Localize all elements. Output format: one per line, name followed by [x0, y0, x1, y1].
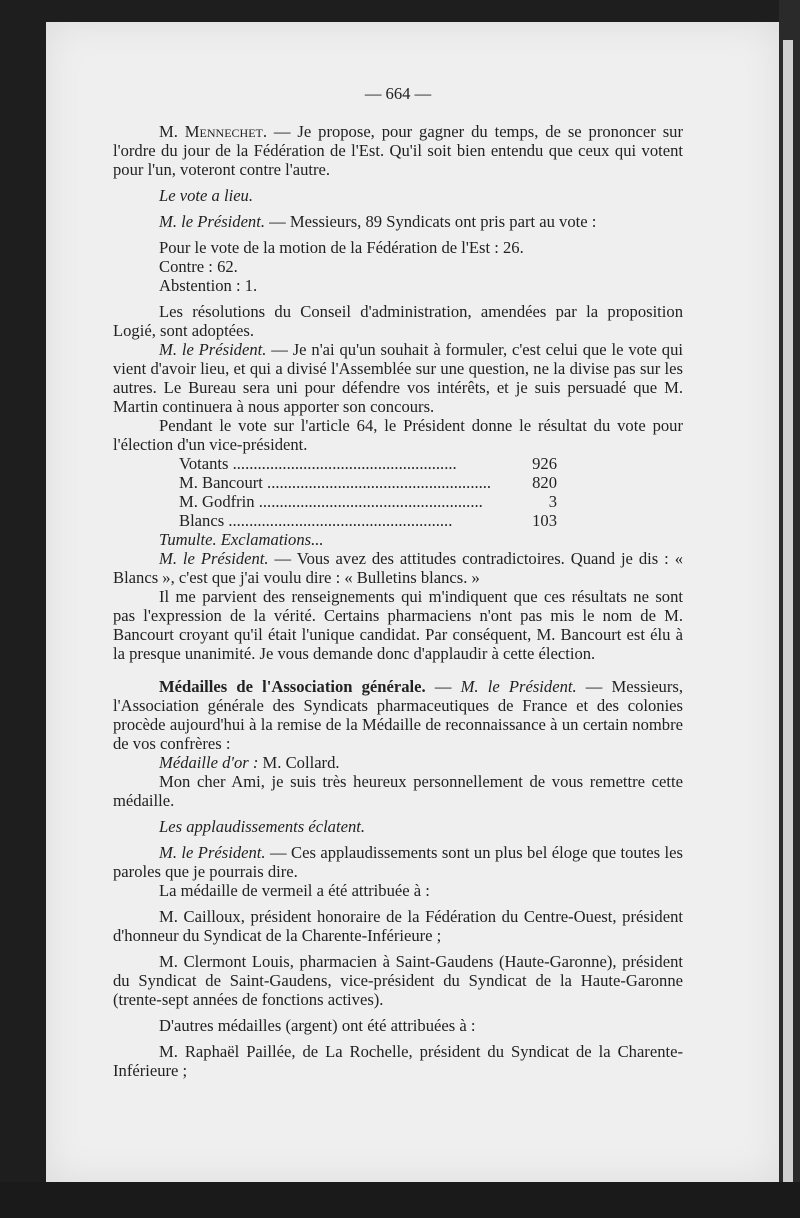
- paragraph-president-blancs: M. le Président. — Vous avez des attitudes contradictoires. Quand je dis : « Blancs », c'est que j'ai voulu dire : « Bulletins blancs. »: [113, 549, 683, 587]
- paragraph-paillee: M. Raphaël Paillée, de La Rochelle, président du Syndicat de la Charente-Inférieure ;: [113, 1042, 683, 1080]
- stage-direction-tumulte: Tumulte. Exclamations...: [159, 530, 324, 549]
- vote-result-pour: Pour le vote de la motion de la Fédération de l'Est : 26.: [159, 238, 524, 257]
- table-row: M. Godfrin ..... 3: [179, 492, 557, 511]
- speaker-name: M. le Président.: [159, 340, 267, 359]
- votes-table: [179, 454, 557, 530]
- speaker-name: M. le Président.: [159, 212, 265, 231]
- paragraph-mennechet: M. Mennechet. — Je propose, pour gagner du temps, de se prononcer sur l'ordre du jour de la Fédération de l'Est. Qu'il soit bien entendu que ceux qui votent pour l'un, voteront contre l'autre.: [113, 122, 683, 179]
- stage-direction-vote: Le vote a lieu.: [159, 186, 254, 205]
- table-row: Blancs ..... 103: [179, 511, 557, 530]
- paragraph-resolutions: Les résolutions du Conseil d'administration, amendées par la proposition Logié, sont adoptées.: [113, 302, 683, 340]
- scan-edge-right: [779, 0, 800, 1218]
- page-number: — 664 —: [364, 84, 432, 103]
- paragraph-vermeil: La médaille de vermeil a été attribuée à :: [159, 881, 430, 900]
- speaker-name: M. Mennechet.: [159, 122, 268, 141]
- paragraph-president-souhait: M. le Président. — Je n'ai qu'un souhait à formuler, c'est celui que le vote qui vient d'avoir lieu, et qui a divisé l'Assemblée sur une question, ne la divise pas sur les autres. Le Bureau sera uni pour défendre vos intérêts, et je suis persuadé que M. Martin continuera à nous apporter son concours.: [113, 340, 683, 416]
- paragraph-medailles: Médailles de l'Association générale. — M. le Président. — Messieurs, l'Association générale des Syndicats pharmaceutiques de France et des colonies procède aujourd'hui à la remise de la Médaille de reconnaissance à un certain nombre de vos confrères :: [113, 677, 683, 753]
- paragraph-cailloux: M. Cailloux, président honoraire de la Fédération du Centre-Ouest, président d'honneur du Syndicat de la Charente-Inférieure ;: [113, 907, 683, 945]
- section-heading: Médailles de l'Association générale.: [159, 677, 426, 696]
- page-text: [113, 84, 683, 1080]
- vote-result-abstention: Abstention : 1.: [159, 276, 258, 295]
- stage-direction-applaudissements: Les applaudissements éclatent.: [159, 817, 366, 836]
- paragraph-election-vice-president: Pendant le vote sur l'article 64, le Président donne le résultat du vote pour l'élection d'un vice-président.: [113, 416, 683, 454]
- speaker-name: M. le Président.: [159, 843, 266, 862]
- speaker-name: M. le Président.: [159, 549, 269, 568]
- speaker-name: M. le Président.: [460, 677, 577, 696]
- paragraph-medaille-or: Médaille d'or : M. Collard.: [159, 753, 340, 772]
- paragraph-argent: D'autres médailles (argent) ont été attribuées à :: [159, 1016, 476, 1035]
- paragraph-president-vote: M. le Président. — Messieurs, 89 Syndicats ont pris part au vote :: [159, 212, 597, 231]
- vote-result-contre: Contre : 62.: [159, 257, 238, 276]
- paragraph-president-eloge: M. le Président. — Ces applaudissements sont un plus bel éloge que toutes les paroles que je pourrais dire.: [113, 843, 683, 881]
- scan-edge-bottom: [0, 1182, 800, 1218]
- table-row: Votants ..... 926: [179, 454, 557, 473]
- paragraph-mon-cher-ami: Mon cher Ami, je suis très heureux personnellement de vous remettre cette médaille.: [113, 772, 683, 810]
- paragraph-bancourt-elu: Il me parvient des renseignements qui m'indiquent que ces résultats ne sont pas l'expression de la vérité. Certains pharmaciens n'ont pas mis le nom de M. Bancourt croyant qu'il était l'unique candidat. Par conséquent, M. Bancourt est élu à la presque unanimité. Je vous demande donc d'applaudir à cette élection.: [113, 587, 683, 663]
- table-row: M. Bancourt ..... 820: [179, 473, 557, 492]
- paragraph-clermont: M. Clermont Louis, pharmacien à Saint-Gaudens (Haute-Garonne), président du Syndicat de Saint-Gaudens, vice-président du Syndicat de la Haute-Garonne (trente-sept années de fonctions actives).: [113, 952, 683, 1009]
